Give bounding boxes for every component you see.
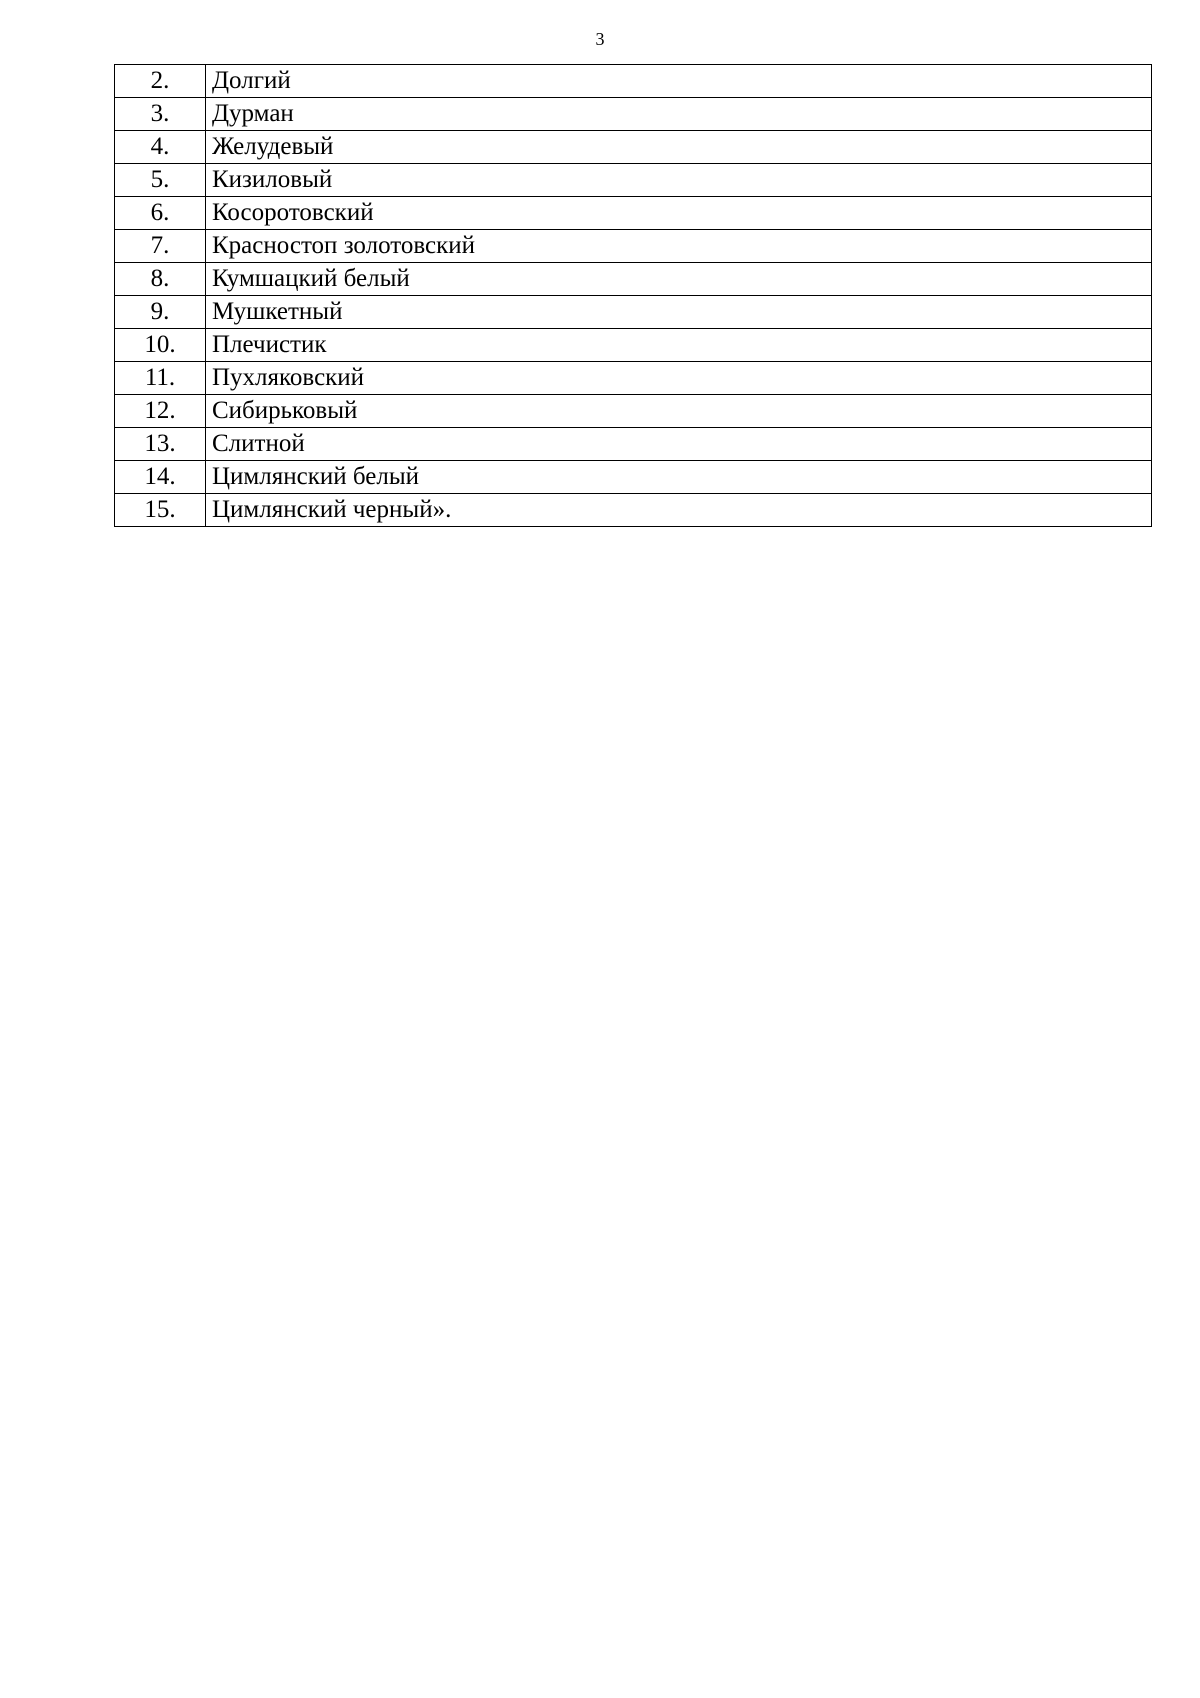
row-number: 14. — [115, 461, 206, 494]
table-row — [115, 296, 1152, 329]
table-row — [115, 395, 1152, 428]
table-row — [115, 494, 1152, 527]
variety-name: Желудевый — [206, 131, 1152, 164]
variety-name: Мушкетный — [206, 296, 1152, 329]
variety-name: Цимлянский белый — [206, 461, 1152, 494]
row-number: 6. — [115, 197, 206, 230]
page-number: 3 — [595, 29, 605, 49]
variety-name: Кумшацкий белый — [206, 263, 1152, 296]
row-number: 3. — [115, 98, 206, 131]
variety-name: Дурман — [206, 98, 1152, 131]
variety-name: Красностоп золотовский — [206, 230, 1152, 263]
row-number: 13. — [115, 428, 206, 461]
row-number: 5. — [115, 164, 206, 197]
table-row — [115, 263, 1152, 296]
variety-name: Пухляковский — [206, 362, 1152, 395]
variety-name: Слитной — [206, 428, 1152, 461]
table-row — [115, 131, 1152, 164]
table-row — [115, 329, 1152, 362]
variety-name: Цимлянский черный». — [206, 494, 1152, 527]
variety-name: Сибирьковый — [206, 395, 1152, 428]
row-number: 15. — [115, 494, 206, 527]
table-row — [115, 98, 1152, 131]
table-row — [115, 362, 1152, 395]
table-row — [115, 461, 1152, 494]
table-row — [115, 164, 1152, 197]
row-number: 12. — [115, 395, 206, 428]
row-number: 9. — [115, 296, 206, 329]
variety-name: Косоротовский — [206, 197, 1152, 230]
table-row — [115, 65, 1152, 98]
row-number: 7. — [115, 230, 206, 263]
table-row — [115, 428, 1152, 461]
grape-varieties-table — [114, 64, 1152, 527]
row-number: 4. — [115, 131, 206, 164]
table-row — [115, 197, 1152, 230]
row-number: 11. — [115, 362, 206, 395]
row-number: 8. — [115, 263, 206, 296]
variety-name: Плечистик — [206, 329, 1152, 362]
variety-name: Долгий — [206, 65, 1152, 98]
row-number: 2. — [115, 65, 206, 98]
variety-name: Кизиловый — [206, 164, 1152, 197]
table-row — [115, 230, 1152, 263]
row-number: 10. — [115, 329, 206, 362]
